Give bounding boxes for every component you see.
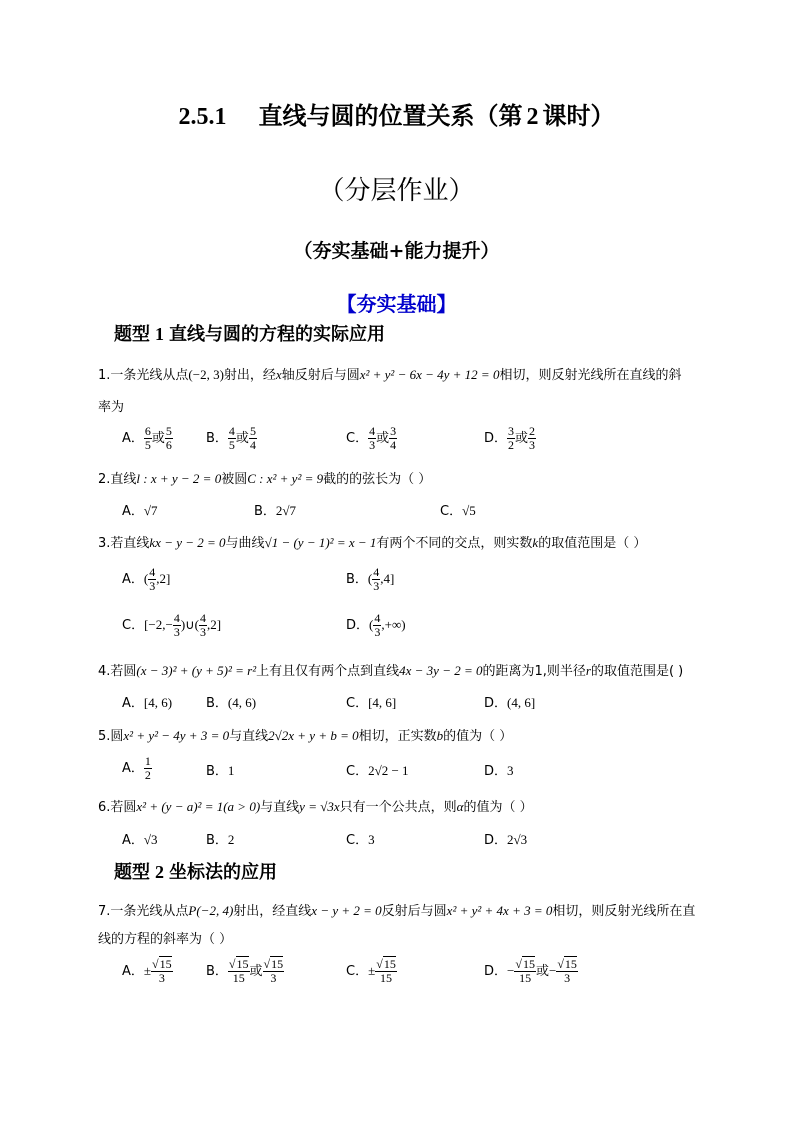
- question-6: 6.若圆x² + (y − a)² = 1(a > 0)与直线y = √3x只有一个公共点，则α的值为（ ）: [98, 799, 533, 815]
- question-5: 5.圆x² + y² − 4y + 3 = 0与直线2√2x + y + b = 0相切，正实数b的值为（ ）: [98, 728, 513, 744]
- q2-option-c: C．√5: [440, 503, 476, 519]
- title-suffix: 课时）: [542, 102, 615, 130]
- q6-option-c: C．3: [346, 832, 375, 848]
- q1-option-a: A． $\frac{6}{5}$ 或 $\frac{5}{6}$: [122, 424, 172, 452]
- q2-option-b: B．2√7: [254, 503, 297, 519]
- q1-option-b: B． $\frac{4}{5}$ 或 $\frac{5}{4}$: [206, 424, 256, 452]
- page-title: [0, 96, 793, 131]
- q6-option-a: A．√3: [122, 832, 158, 848]
- q5-option-c: C．2√2 − 1: [346, 763, 409, 779]
- question-7-cont: 线的方程的斜率为（ ）: [98, 932, 233, 947]
- q3-option-b: B．( $\frac{4}{3}$ ,4]: [346, 565, 395, 593]
- section-heading: 【夯实基础】: [336, 292, 457, 316]
- q5-option-a: A． $\frac{1}{2}$: [122, 754, 151, 782]
- question-4: 4.若圆(x − 3)² + (y + 5)² = r²上有且仅有两个点到直线4x − 3y − 2 = 0的距离为1,则半径r的取值范围是( ): [98, 663, 684, 679]
- type1-heading: 题型 1 直线与圆的方程的实际应用: [114, 324, 385, 345]
- q7-option-a: A．± $\frac{√15}{3}$: [122, 957, 172, 985]
- q4-option-a: A．[4, 6): [122, 695, 173, 711]
- q4-option-d: D．(4, 6]: [484, 695, 536, 711]
- q1-option-c: C． $\frac{4}{3}$ 或 $\frac{3}{4}$: [346, 424, 397, 452]
- q6-option-b: B．2: [206, 832, 235, 848]
- q2-option-a: A．√7: [122, 503, 158, 519]
- title-lesson: 2: [526, 104, 539, 130]
- question-1-cont: 率为: [98, 400, 125, 415]
- q7-option-d: D．− $\frac{√15}{15}$ 或− $\frac{√15}{3}$: [484, 957, 577, 985]
- title-text: 直线与圆的位置关系（第: [258, 102, 523, 130]
- q1-option-d: D． $\frac{3}{2}$ 或 $\frac{2}{3}$: [484, 424, 536, 452]
- q4-option-b: B．(4, 6): [206, 695, 257, 711]
- q4-option-c: C．[4, 6]: [346, 695, 397, 711]
- q7-option-c: C．± $\frac{√15}{15}$: [346, 957, 396, 985]
- q6-option-d: D．2√3: [484, 832, 528, 848]
- subtitle-layered: （分层作业）: [318, 176, 475, 206]
- type2-heading: 题型 2 坐标法的应用: [114, 862, 277, 883]
- q5-option-d: D．3: [484, 763, 514, 779]
- question-3: 3.若直线kx − y − 2 = 0与曲线√1 − (y − 1)² = x − 1有两个不同的交点，则实数k的取值范围是（ ）: [98, 535, 647, 551]
- question-7: 7.一条光线从点P(−2, 4)射出，经直线x − y + 2 = 0反射后与圆x² + y² + 4x + 3 = 0相切，则反射光线所在直: [98, 903, 696, 919]
- question-1: 1.一条光线从点(−2, 3)射出，经x轴反射后与圆x² + y² − 6x − 4y + 12 = 0相切，则反射光线所在直线的斜: [98, 367, 682, 383]
- q5-option-b: B．1: [206, 763, 235, 779]
- title-number: 2.5.1: [178, 104, 227, 130]
- subtitle-levels: （夯实基础+能力提升）: [293, 240, 500, 262]
- q7-option-b: B． $\frac{√15}{15}$ 或 $\frac{√15}{3}$: [206, 957, 284, 985]
- q3-option-d: D．( $\frac{4}{3}$ ,+∞): [346, 611, 406, 639]
- q3-option-c: C．[−2,− $\frac{4}{3}$ )∪( $\frac{4}{3}$ ,2]: [122, 611, 222, 639]
- question-2: 2.直线l : x + y − 2 = 0被圆C : x² + y² = 9截的的弦长为（ ）: [98, 471, 432, 487]
- q3-option-a: A．( $\frac{4}{3}$ ,2]: [122, 565, 171, 593]
